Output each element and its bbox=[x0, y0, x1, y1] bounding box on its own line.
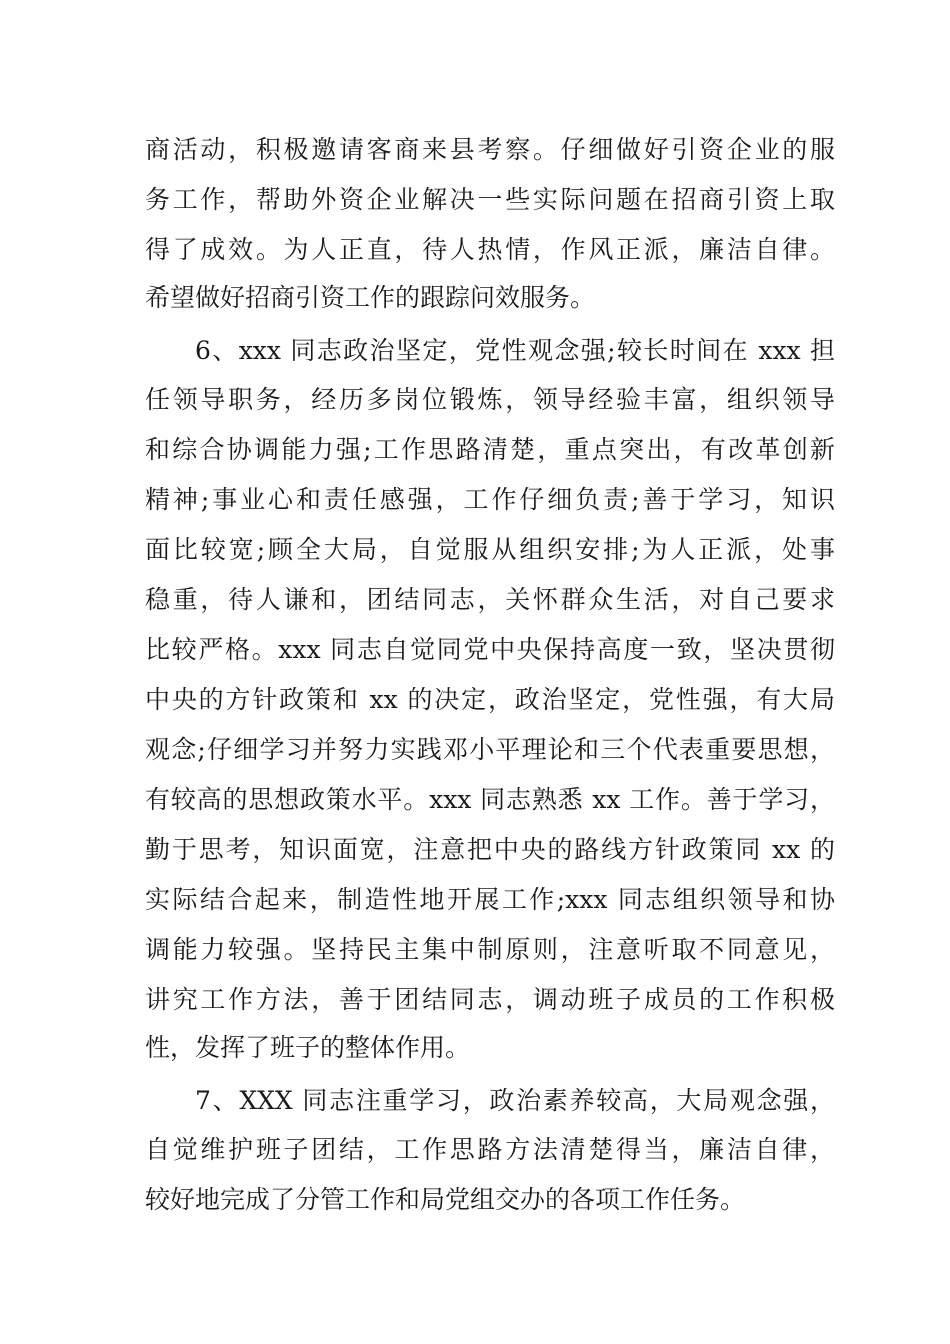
text-line: 有较高的思想政策水平。xxx 同志熟悉 xx 工作。善于学习， bbox=[145, 785, 835, 814]
text-line: 和综合协调能力强;工作思路清楚，重点突出，有改革创新 bbox=[145, 435, 835, 464]
text-line: 面比较宽;顾全大局，自觉服从组织安排;为人正派，处事 bbox=[145, 535, 835, 564]
text-line: 观念;仔细学习并努力实践邓小平理论和三个代表重要思想， bbox=[145, 735, 835, 764]
text-line: 自觉维护班子团结，工作思路方法清楚得当，廉洁自律， bbox=[145, 1135, 835, 1164]
text-line: 得了成效。为人正直，待人热情，作风正派，廉洁自律。 bbox=[145, 235, 835, 264]
text-line: 任领导职务，经历多岗位锻炼，领导经验丰富，组织领导 bbox=[145, 385, 835, 414]
paragraph-6-first-line: 6、xxx 同志政治坚定，党性观念强;较长时间在 xxx 担 bbox=[195, 336, 835, 365]
text-line: 稳重，待人谦和，团结同志，关怀群众生活，对自己要求 bbox=[145, 585, 835, 614]
text-line: 中央的方针政策和 xx 的决定，政治坚定，党性强，有大局 bbox=[145, 685, 835, 714]
paragraph-7-first-line: 7、XXX 同志注重学习，政治素养较高，大局观念强， bbox=[195, 1086, 835, 1115]
text-line: 实际结合起来，制造性地开展工作;xxx 同志组织领导和协 bbox=[145, 885, 835, 914]
text-line: 较好地完成了分管工作和局党组交办的各项工作任务。 bbox=[145, 1185, 746, 1214]
text-line: 务工作，帮助外资企业解决一些实际问题在招商引资上取 bbox=[145, 185, 835, 214]
text-line: 精神;事业心和责任感强，工作仔细负责;善于学习，知识 bbox=[145, 485, 835, 514]
text-line: 希望做好招商引资工作的跟踪问效服务。 bbox=[145, 283, 596, 312]
text-line: 性，发挥了班子的整体作用。 bbox=[145, 1033, 471, 1062]
text-line: 讲究工作方法，善于团结同志，调动班子成员的工作积极 bbox=[145, 985, 835, 1014]
text-line: 比较严格。xxx 同志自觉同党中央保持高度一致，坚决贯彻 bbox=[145, 635, 835, 664]
text-line: 商活动，积极邀请客商来县考察。仔细做好引资企业的服 bbox=[145, 135, 835, 164]
text-line: 调能力较强。坚持民主集中制原则，注意听取不同意见， bbox=[145, 935, 835, 964]
text-line: 勤于思考，知识面宽，注意把中央的路线方针政策同 xx 的 bbox=[145, 835, 835, 864]
